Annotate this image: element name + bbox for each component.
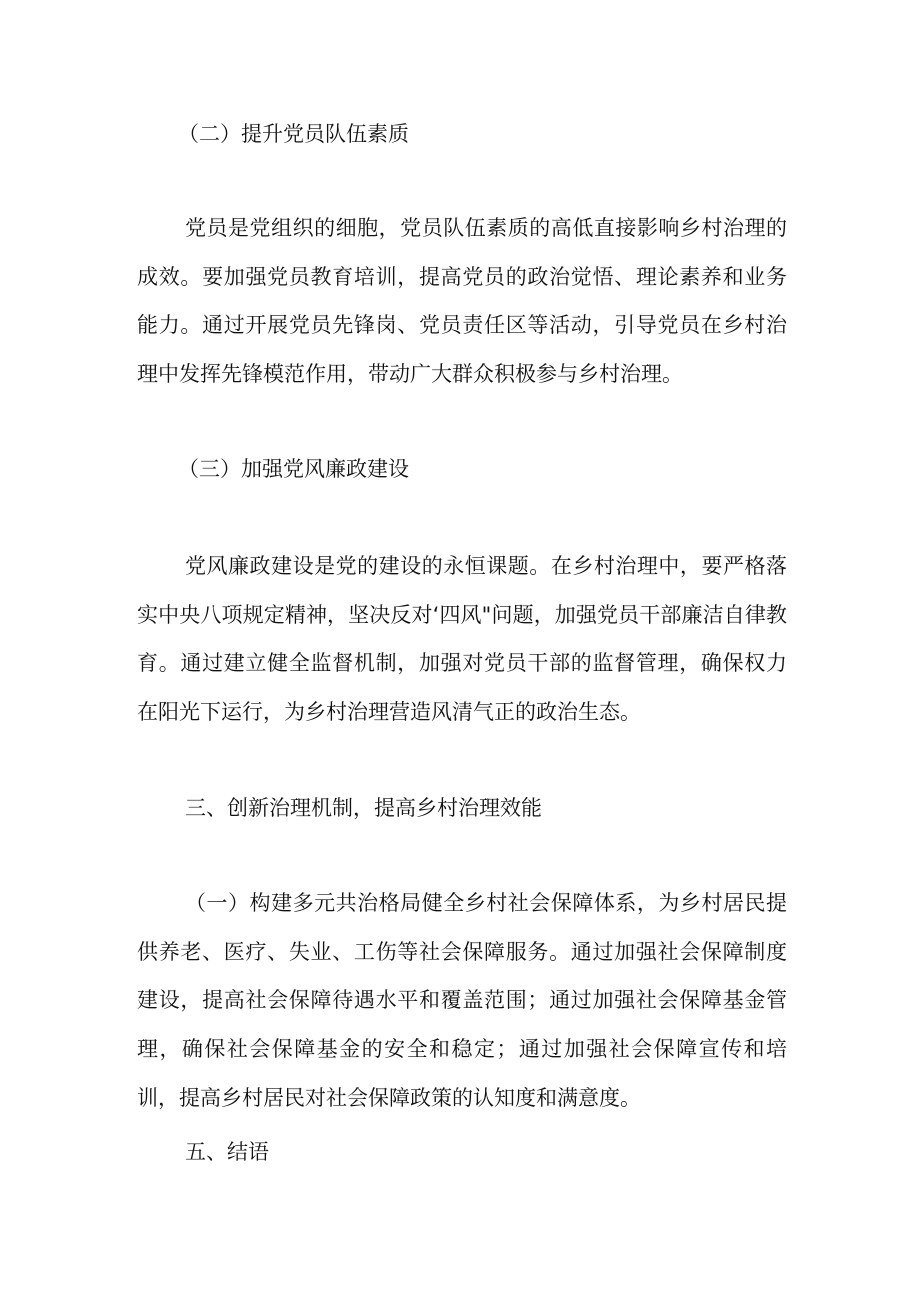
subheading-2: （二）提升党员队伍素质 — [178, 122, 409, 146]
paragraph-integrity: 党风廉政建设是党的建设的永恒课题。在乡村治理中，要严格落实中央八项规定精神，坚决反对‘四风"问题，加强党员干部廉洁自律教育。通过建立健全监督机制，加强对党员干部的监督管理，确保权力在阳光下运行，为乡村治理营造风清气正的政治生态。 — [137, 554, 787, 725]
section-heading-5: 五、结语 — [185, 1140, 269, 1164]
subheading-3: （三）加强党风廉政建设 — [178, 457, 409, 481]
section-heading-3: 三、创新治理机制，提高乡村治理效能 — [185, 796, 542, 820]
paragraph-party-member-quality: 党员是党组织的细胞，党员队伍素质的高低直接影响乡村治理的成效。要加强党员教育培训，提高党员的政治觉悟、理论素养和业务能力。通过开展党员先锋岗、党员责任区等活动，引导党员在乡村治理中发挥先锋模范作用，带动广大群众积极参与乡村治理。 — [137, 216, 787, 387]
paragraph-social-security: （一）构建多元共治格局健全乡村社会保障体系，为乡村居民提供养老、医疗、失业、工伤等社会保障服务。通过加强社会保障制度建设，提高社会保障待遇水平和覆盖范围；通过加强社会保障基金管理，确保社会保障基金的安全和稳定；通过加强社会保障宣传和培训，提高乡村居民对社会保障政策的认知度和满意度。 — [137, 891, 787, 1110]
